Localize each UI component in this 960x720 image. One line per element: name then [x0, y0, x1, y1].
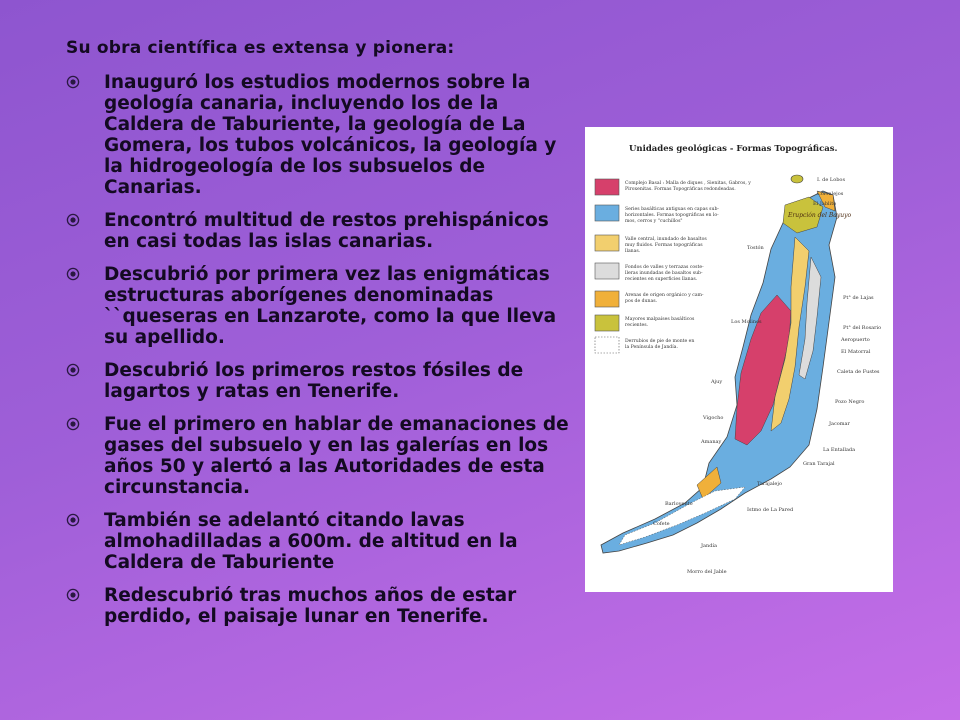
legend-swatch [595, 337, 619, 353]
legend-label: Series basálticas antiguas en capas sub- [625, 207, 719, 212]
place-label: Jandía [701, 543, 717, 549]
legend-swatch [595, 205, 619, 221]
bullet-text: Redescubrió tras muchos años de estar perdido, el paisaje lunar en Tenerife. [104, 585, 517, 627]
bullet-icon [66, 213, 80, 227]
region-label: Erupción del Bayuyo [788, 212, 852, 219]
place-label: Corralejos [817, 191, 844, 197]
place-label: Amanay [701, 439, 722, 445]
legend-label: Derrubios de pie de monte en [625, 339, 695, 344]
place-label: Jacomar [829, 421, 850, 427]
bullet-item [66, 264, 574, 348]
bullet-icon [66, 363, 80, 377]
place-label: Gran Tarajal [803, 461, 835, 467]
place-label: Barlovento [665, 501, 693, 507]
jandia-zone [619, 487, 745, 545]
legend-label: lleras inundadas de basaltos sub- [625, 271, 703, 276]
place-label: Ajuy [711, 379, 723, 385]
isla-de-lobos [791, 175, 803, 183]
legend-label: horizontales. Formas topográficas en lo- [625, 213, 719, 218]
geology-map [585, 127, 893, 592]
place-label: Pozo Negro [835, 399, 865, 405]
legend-swatch [595, 179, 619, 195]
bullet-item [66, 72, 574, 198]
bullet-icon [66, 588, 80, 602]
legend-label: Mayores malpaíses basálticos [625, 317, 695, 322]
bullet-item [66, 414, 574, 498]
bullet-item [66, 210, 574, 252]
place-label: Cofete [653, 521, 670, 527]
legend-label: recientes. [625, 323, 649, 328]
legend-label: Piroxenitas. Formas Topográficas redondeadas. [625, 187, 736, 192]
map-legend [595, 179, 751, 353]
legend-swatch [595, 315, 619, 331]
geology-map-image [585, 127, 893, 592]
place-label: Tarajalejo [757, 481, 782, 487]
bullet-icon [66, 513, 80, 527]
bullet-icon [66, 75, 80, 89]
legend-label: Complejo Basal : Malla de diques , Sienitas, Gabros, y [625, 181, 751, 186]
place-label: Caleta de Fustes [837, 369, 880, 375]
legend-swatch [595, 235, 619, 251]
legend-label: mos, cerros y "cuchillos" [625, 219, 683, 224]
slide-text [66, 30, 574, 639]
place-label: El Matorral [841, 349, 871, 355]
place-label: La Entallada [823, 447, 856, 453]
bullet-text: Inauguró los estudios modernos sobre la geología canaria, incluyendo los de la Caldera de Taburiente, la geología de La Gomera, los tubos volcánicos, la geología y la hidrogeología de los subsuelos de Canarias. [104, 72, 557, 198]
legend-label: Fondos de valles y terrazas coste- [625, 265, 704, 270]
legend-label: muy fluidos. Formas topográficas [625, 243, 703, 248]
map-title: Unidades geológicas - Formas Topográficas. [629, 144, 838, 154]
bullet-item [66, 585, 574, 627]
bullet-text: Descubrió los primeros restos fósiles de lagartos y ratas en Tenerife. [104, 360, 524, 402]
legend-label: Arenas de origen orgánico y cam- [625, 293, 704, 298]
bullet-text: Encontró multitud de restos prehispánicos en casi todas las islas canarias. [104, 210, 549, 252]
bullet-item [66, 360, 574, 402]
place-label: Pt° de Lajas [843, 295, 874, 301]
legend-label: Valle central, inundado de basaltos [625, 237, 707, 242]
slide-intro: Su obra científica es extensa y pionera: [66, 38, 455, 58]
bullet-text: Fue el primero en hablar de emanaciones de gases del subsuelo y en las galerías en los años 50 y alertó a las Autoridades de esta circunstancia. [104, 414, 569, 498]
place-label: Vigocho [703, 415, 724, 421]
bullet-icon [66, 417, 80, 431]
legend-label: la Península de Jandía. [625, 345, 678, 350]
place-label: El Jablito [813, 201, 837, 207]
bullet-item [66, 510, 574, 573]
bullet-list [66, 72, 574, 627]
place-label: Istmo de La Pared [747, 507, 794, 513]
bullet-icon [66, 267, 80, 281]
place-label: Pt° del Rosario [843, 325, 882, 331]
legend-label: recientes en superficies llanas. [625, 277, 698, 282]
bullet-text: También se adelantó citando lavas almohadilladas a 600m. de altitud en la Caldera de Taburiente [104, 510, 518, 573]
place-label: Tostón [747, 245, 764, 251]
place-label: Aeropuerto [841, 337, 870, 343]
place-label: Los Molinos [731, 319, 762, 325]
legend-swatch [595, 263, 619, 279]
place-label: Morro del Jable [687, 569, 727, 575]
legend-swatch [595, 291, 619, 307]
legend-label: pos de dunas. [625, 299, 658, 304]
legend-label: llanas. [625, 249, 641, 254]
place-label: I. de Lobos [817, 177, 846, 183]
bullet-text: Descubrió por primera vez las enigmáticas estructuras aborígenes denominadas ``queseras en Lanzarote, como la que lleva su apellido. [104, 264, 557, 348]
